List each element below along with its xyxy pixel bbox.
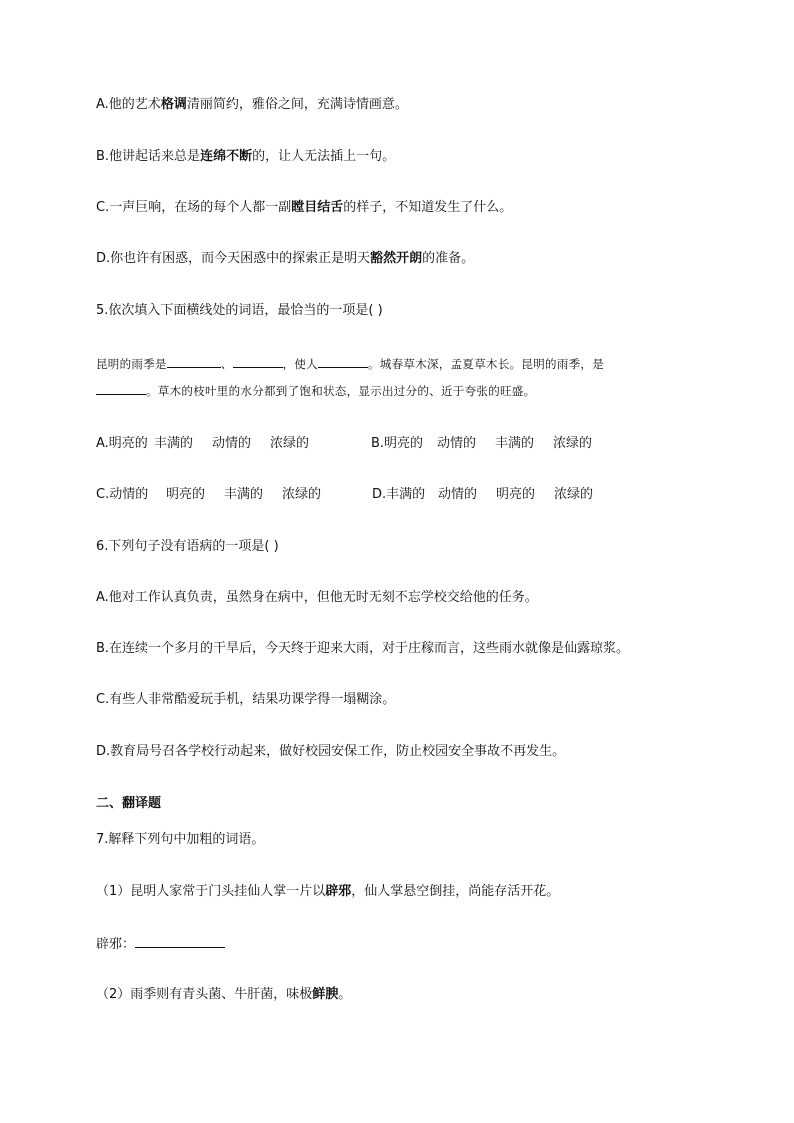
- q7-sentence-2-text-end: 。: [338, 987, 352, 1002]
- q5-option-a-word-1: A.明亮的: [96, 436, 148, 451]
- q4-option-a-text: A.他的艺术: [96, 97, 161, 112]
- q6-option-a: A.他对工作认真负责，虽然身在病中，但他无时无刻不忘学校交给他的任务。: [96, 590, 538, 605]
- q6-stem: 6.下列句子没有语病的一项是( ): [96, 539, 279, 554]
- q7-sentence-2: [96, 986, 351, 1004]
- q5-passage-line-2: [96, 381, 535, 400]
- q5-option-c-word-4: 浓绿的: [282, 487, 322, 502]
- fill-blank-3[interactable]: [318, 354, 368, 368]
- q6-option-d: D.教育局号召各学校行动起来，做好校园安保工作，防止校园安全事故不再发生。: [96, 744, 566, 759]
- q5-option-c-word-1: C.动情的: [96, 487, 149, 502]
- q4-option-d-text-end: 的准备。: [422, 251, 475, 266]
- q5-option-a-word-2: 丰满的: [154, 436, 194, 451]
- passage-text: ，使人: [282, 357, 319, 371]
- fill-blank-1[interactable]: [167, 354, 221, 368]
- q7-sentence-1-text-end: ，仙人掌悬空倒挂，尚能存活开花。: [351, 884, 560, 899]
- q5-option-a-word-3: 动情的: [212, 436, 252, 451]
- q4-option-d-bold: 豁然开朗: [370, 251, 423, 266]
- answer-label: 辟邪：: [96, 937, 136, 952]
- q4-option-b-text-end: 的，让人无法插上一句。: [252, 149, 396, 164]
- q5-stem: 5.依次填入下面横线处的词语，最恰当的一项是( ): [96, 303, 383, 318]
- q7-sentence-1-text: （1）昆明人家常于门头挂仙人掌一片以: [96, 884, 326, 899]
- q7-sentence-2-bold: 鲜腴: [312, 987, 339, 1002]
- q7-sentence-1: [96, 883, 559, 901]
- passage-text: 、: [220, 357, 233, 371]
- q5-option-d-word-1: D.丰满的: [372, 487, 426, 502]
- fill-blank-4[interactable]: [96, 381, 146, 395]
- q5-option-d-word-2: 动情的: [438, 487, 478, 502]
- q5-options-row-1: [96, 435, 592, 453]
- q5-option-b-word-1: B.明亮的: [371, 436, 424, 451]
- passage-text: 。城春草木深，孟夏草木长。昆明的雨季，是: [368, 357, 605, 371]
- q5-passage-line-1: [96, 354, 604, 373]
- q5-option-d-word-3: 明亮的: [496, 487, 536, 502]
- q4-option-d-text: D.你也许有困惑，而今天困惑中的探索正是明天: [96, 251, 371, 266]
- q5-option-b-word-2: 动情的: [437, 436, 477, 451]
- q4-option-b-bold: 连绵不断: [200, 149, 253, 164]
- q5-option-d-word-4: 浓绿的: [554, 487, 594, 502]
- q4-option-c: [96, 199, 512, 217]
- q4-option-a-bold: 格调: [160, 97, 187, 112]
- answer-blank-1[interactable]: [135, 934, 225, 948]
- q5-option-c-word-2: 明亮的: [166, 487, 206, 502]
- q5-option-b-word-4: 浓绿的: [553, 436, 593, 451]
- q4-option-d: [96, 250, 474, 268]
- q4-option-c-text: C.一声巨响，在场的每个人都一副: [96, 200, 292, 215]
- q4-option-c-bold: 瞠目结舌: [291, 200, 344, 215]
- section-heading: 二、翻译题: [96, 796, 162, 811]
- q5-options-row-2: [96, 486, 593, 504]
- passage-text: 昆明的雨季是: [96, 357, 167, 371]
- fill-blank-2[interactable]: [233, 354, 283, 368]
- q7-sentence-1-bold: 辟邪: [325, 884, 352, 899]
- q4-option-b-text: B.他讲起话来总是: [96, 149, 201, 164]
- q7-stem: 7.解释下列句中加粗的词语。: [96, 832, 265, 847]
- q4-option-a: [96, 96, 408, 114]
- q5-option-b-word-3: 丰满的: [495, 436, 535, 451]
- q5-option-c-word-3: 丰满的: [224, 487, 264, 502]
- q5-option-a-word-4: 浓绿的: [270, 436, 310, 451]
- q4-option-a-text-end: 清丽简约，雅俗之间，充满诗情画意。: [186, 97, 408, 112]
- q4-option-b: [96, 148, 395, 166]
- passage-text: 。草木的枝叶里的水分都到了饱和状态，显示出过分的、近于夸张的旺盛。: [146, 384, 536, 398]
- q4-option-c-text-end: 的样子，不知道发生了什么。: [343, 200, 513, 215]
- q7-sentence-2-text: （2）雨季则有青头菌、牛肝菌，味极: [96, 987, 313, 1002]
- q6-option-b: B.在连续一个多月的干旱后，今天终于迎来大雨，对于庄稼而言，这些雨水就像是仙露琼浆。: [96, 641, 630, 656]
- q7-answer-1: [96, 934, 225, 954]
- q6-option-c: C.有些人非常酷爱玩手机，结果功课学得一塌糊涂。: [96, 692, 396, 707]
